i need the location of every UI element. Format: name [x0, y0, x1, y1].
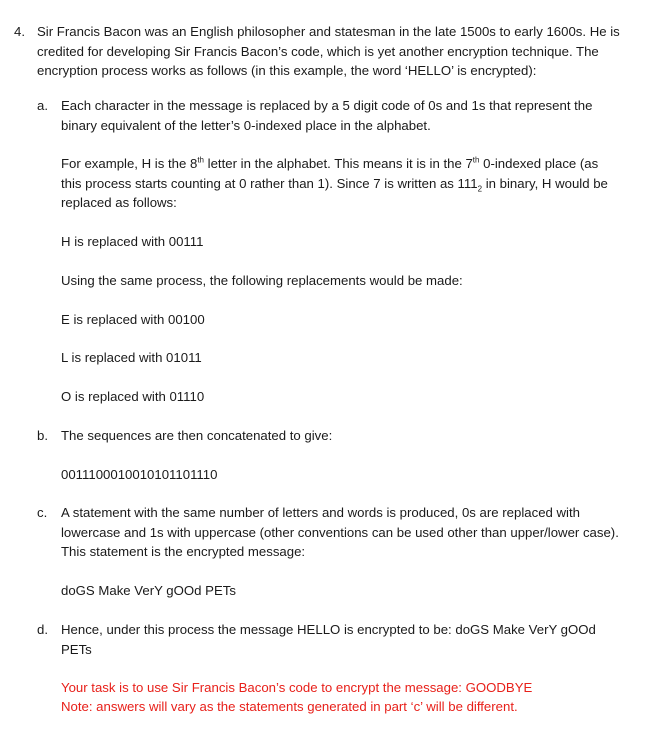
task-line: Your task is to use Sir Francis Bacon’s code to encrypt the message: GOODBYE: [61, 680, 533, 695]
part-a-example: For example, H is the 8th letter in the alphabet. This means it is in the 7th 0-indexed place (as this process starts counting at 0 rather than 1). Since 7 is written as $111_2$ in binary, H would be replaced as follows:: [61, 155, 608, 210]
concatenated-sequence: 0011100010010101101110: [61, 467, 218, 482]
encrypted-statement: doGS Make VerY gOOd PETs: [61, 583, 236, 598]
part-a-letter: a.: [37, 98, 48, 113]
same-process-line: Using the same process, the following replacements would be made:: [61, 273, 463, 288]
part-b-letter: b.: [37, 428, 48, 443]
l-replacement-line: L is replaced with 01011: [61, 350, 202, 365]
part-b-text: The sequences are then concatenated to give:: [61, 428, 333, 443]
question-intro: Sir Francis Bacon was an English philosopher and statesman in the late 1500s to early 1600s. He is credited for developing Sir Francis Bacon’s code, which is yet another encryption technique. The encryption process works as follows (in this example, the word ‘HELLO’ is encrypted):: [37, 24, 620, 78]
o-replacement-line: O is replaced with 01110: [61, 389, 205, 404]
e-replacement-line: E is replaced with 00100: [61, 312, 205, 327]
part-c-letter: c.: [37, 505, 48, 520]
part-d-text: Hence, under this process the message HELLO is encrypted to be: doGS Make VerY gOOd PETs: [61, 622, 596, 657]
part-a-text: Each character in the message is replaced by a 5 digit code of 0s and 1s that represent the binary equivalent of the letter’s 0-indexed place in the alphabet.: [61, 98, 593, 133]
part-c-text: A statement with the same number of letters and words is produced, 0s are replaced with lowercase and 1s with uppercase (other conventions can be used other than upper/lower case). This statement is the encrypted message:: [61, 505, 619, 559]
part-d-letter: d.: [37, 622, 48, 637]
question-number: 4.: [14, 24, 25, 39]
h-replacement-line: H is replaced with 00111: [61, 234, 204, 249]
task-note: Note: answers will vary as the statements generated in part ‘c’ will be different.: [61, 699, 518, 714]
